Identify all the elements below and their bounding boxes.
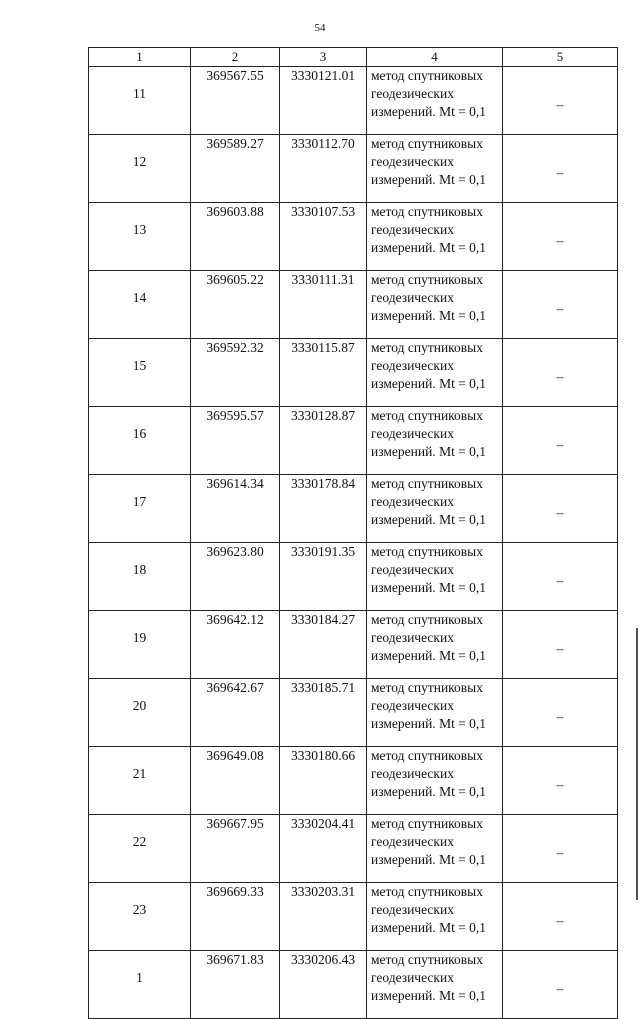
- method-cell: [367, 883, 503, 951]
- table-row: [89, 543, 618, 611]
- method-line: метод спутниковых: [371, 816, 483, 831]
- column-5-cell: –: [503, 475, 618, 543]
- method-line: измерений. Mt = 0,1: [371, 172, 487, 187]
- x-coordinate-cell: 369642.67: [191, 679, 280, 747]
- table-row: [89, 611, 618, 679]
- method-line: метод спутниковых: [371, 680, 483, 695]
- y-coordinate-cell: 3330112.70: [280, 135, 367, 203]
- method-line: метод спутниковых: [371, 748, 483, 763]
- y-coordinate-cell: 3330203.31: [280, 883, 367, 951]
- method-cell: [367, 747, 503, 815]
- column-header-2: 2: [191, 48, 280, 67]
- x-coordinate-cell: 369592.32: [191, 339, 280, 407]
- method-cell: [367, 951, 503, 1019]
- method-line: геодезических: [371, 902, 454, 917]
- table-body: [89, 67, 618, 1019]
- table-row: [89, 67, 618, 135]
- table-row: [89, 135, 618, 203]
- method-line: геодезических: [371, 494, 454, 509]
- method-line: измерений. Mt = 0,1: [371, 308, 487, 323]
- column-5-cell: –: [503, 407, 618, 475]
- x-coordinate-cell: 369671.83: [191, 951, 280, 1019]
- method-cell: [367, 271, 503, 339]
- method-line: геодезических: [371, 970, 454, 985]
- column-header-5: 5: [503, 48, 618, 67]
- x-coordinate-cell: 369669.33: [191, 883, 280, 951]
- method-cell: [367, 475, 503, 543]
- method-line: геодезических: [371, 426, 454, 441]
- point-number-cell: 13: [89, 203, 191, 271]
- column-header-3: 3: [280, 48, 367, 67]
- column-5-cell: –: [503, 611, 618, 679]
- point-number-cell: 16: [89, 407, 191, 475]
- column-5-cell: –: [503, 951, 618, 1019]
- method-line: метод спутниковых: [371, 272, 483, 287]
- column-5-cell: –: [503, 135, 618, 203]
- x-coordinate-cell: 369649.08: [191, 747, 280, 815]
- method-cell: [367, 407, 503, 475]
- method-cell: [367, 67, 503, 135]
- method-line: метод спутниковых: [371, 340, 483, 355]
- scan-edge-line: [636, 628, 638, 900]
- method-line: метод спутниковых: [371, 408, 483, 423]
- table-header-row: [89, 48, 618, 67]
- column-5-cell: –: [503, 747, 618, 815]
- x-coordinate-cell: 369605.22: [191, 271, 280, 339]
- y-coordinate-cell: 3330184.27: [280, 611, 367, 679]
- method-line: измерений. Mt = 0,1: [371, 240, 487, 255]
- table-row: [89, 883, 618, 951]
- x-coordinate-cell: 369567.55: [191, 67, 280, 135]
- method-line: метод спутниковых: [371, 612, 483, 627]
- method-line: метод спутниковых: [371, 136, 483, 151]
- column-5-cell: –: [503, 203, 618, 271]
- column-header-4: 4: [367, 48, 503, 67]
- column-header-1: 1: [89, 48, 191, 67]
- method-line: измерений. Mt = 0,1: [371, 104, 487, 119]
- point-number-cell: 23: [89, 883, 191, 951]
- method-line: геодезических: [371, 562, 454, 577]
- point-number-cell: 18: [89, 543, 191, 611]
- method-cell: [367, 135, 503, 203]
- table-row: [89, 339, 618, 407]
- x-coordinate-cell: 369642.12: [191, 611, 280, 679]
- page-number: 54: [314, 22, 326, 34]
- point-number-cell: 1: [89, 951, 191, 1019]
- table-row: [89, 203, 618, 271]
- column-5-cell: –: [503, 271, 618, 339]
- x-coordinate-cell: 369595.57: [191, 407, 280, 475]
- method-line: метод спутниковых: [371, 952, 483, 967]
- point-number-cell: 21: [89, 747, 191, 815]
- point-number-cell: 14: [89, 271, 191, 339]
- method-line: измерений. Mt = 0,1: [371, 376, 487, 391]
- table-row: [89, 815, 618, 883]
- y-coordinate-cell: 3330115.87: [280, 339, 367, 407]
- method-line: измерений. Mt = 0,1: [371, 988, 487, 1003]
- column-5-cell: –: [503, 679, 618, 747]
- y-coordinate-cell: 3330206.43: [280, 951, 367, 1019]
- x-coordinate-cell: 369589.27: [191, 135, 280, 203]
- method-line: геодезических: [371, 86, 454, 101]
- column-5-cell: –: [503, 883, 618, 951]
- method-line: геодезических: [371, 290, 454, 305]
- method-line: метод спутниковых: [371, 544, 483, 559]
- method-line: метод спутниковых: [371, 204, 483, 219]
- x-coordinate-cell: 369603.88: [191, 203, 280, 271]
- method-line: измерений. Mt = 0,1: [371, 852, 487, 867]
- y-coordinate-cell: 3330128.87: [280, 407, 367, 475]
- table-row: [89, 475, 618, 543]
- point-number-cell: 17: [89, 475, 191, 543]
- table-row: [89, 951, 618, 1019]
- table-row: [89, 271, 618, 339]
- method-cell: [367, 339, 503, 407]
- table-row: [89, 679, 618, 747]
- method-line: измерений. Mt = 0,1: [371, 512, 487, 527]
- y-coordinate-cell: 3330180.66: [280, 747, 367, 815]
- method-line: геодезических: [371, 834, 454, 849]
- method-line: измерений. Mt = 0,1: [371, 716, 487, 731]
- coordinates-table: [88, 47, 618, 1019]
- method-cell: [367, 679, 503, 747]
- x-coordinate-cell: 369667.95: [191, 815, 280, 883]
- y-coordinate-cell: 3330111.31: [280, 271, 367, 339]
- method-line: метод спутниковых: [371, 476, 483, 491]
- point-number-cell: 19: [89, 611, 191, 679]
- y-coordinate-cell: 3330191.35: [280, 543, 367, 611]
- method-line: измерений. Mt = 0,1: [371, 920, 487, 935]
- x-coordinate-cell: 369614.34: [191, 475, 280, 543]
- point-number-cell: 11: [89, 67, 191, 135]
- method-line: геодезических: [371, 630, 454, 645]
- point-number-cell: 20: [89, 679, 191, 747]
- y-coordinate-cell: 3330178.84: [280, 475, 367, 543]
- method-line: геодезических: [371, 698, 454, 713]
- point-number-cell: 22: [89, 815, 191, 883]
- method-line: измерений. Mt = 0,1: [371, 444, 487, 459]
- method-cell: [367, 203, 503, 271]
- column-5-cell: –: [503, 815, 618, 883]
- column-5-cell: –: [503, 339, 618, 407]
- method-line: геодезических: [371, 154, 454, 169]
- method-line: геодезических: [371, 222, 454, 237]
- method-cell: [367, 611, 503, 679]
- y-coordinate-cell: 3330204.41: [280, 815, 367, 883]
- table-row: [89, 747, 618, 815]
- x-coordinate-cell: 369623.80: [191, 543, 280, 611]
- y-coordinate-cell: 3330107.53: [280, 203, 367, 271]
- y-coordinate-cell: 3330185.71: [280, 679, 367, 747]
- method-line: метод спутниковых: [371, 68, 483, 83]
- method-line: геодезических: [371, 766, 454, 781]
- method-line: метод спутниковых: [371, 884, 483, 899]
- method-line: геодезических: [371, 358, 454, 373]
- column-5-cell: –: [503, 543, 618, 611]
- column-5-cell: –: [503, 67, 618, 135]
- method-cell: [367, 815, 503, 883]
- method-line: измерений. Mt = 0,1: [371, 580, 487, 595]
- y-coordinate-cell: 3330121.01: [280, 67, 367, 135]
- method-line: измерений. Mt = 0,1: [371, 784, 487, 799]
- point-number-cell: 15: [89, 339, 191, 407]
- method-line: измерений. Mt = 0,1: [371, 648, 487, 663]
- point-number-cell: 12: [89, 135, 191, 203]
- method-cell: [367, 543, 503, 611]
- table-row: [89, 407, 618, 475]
